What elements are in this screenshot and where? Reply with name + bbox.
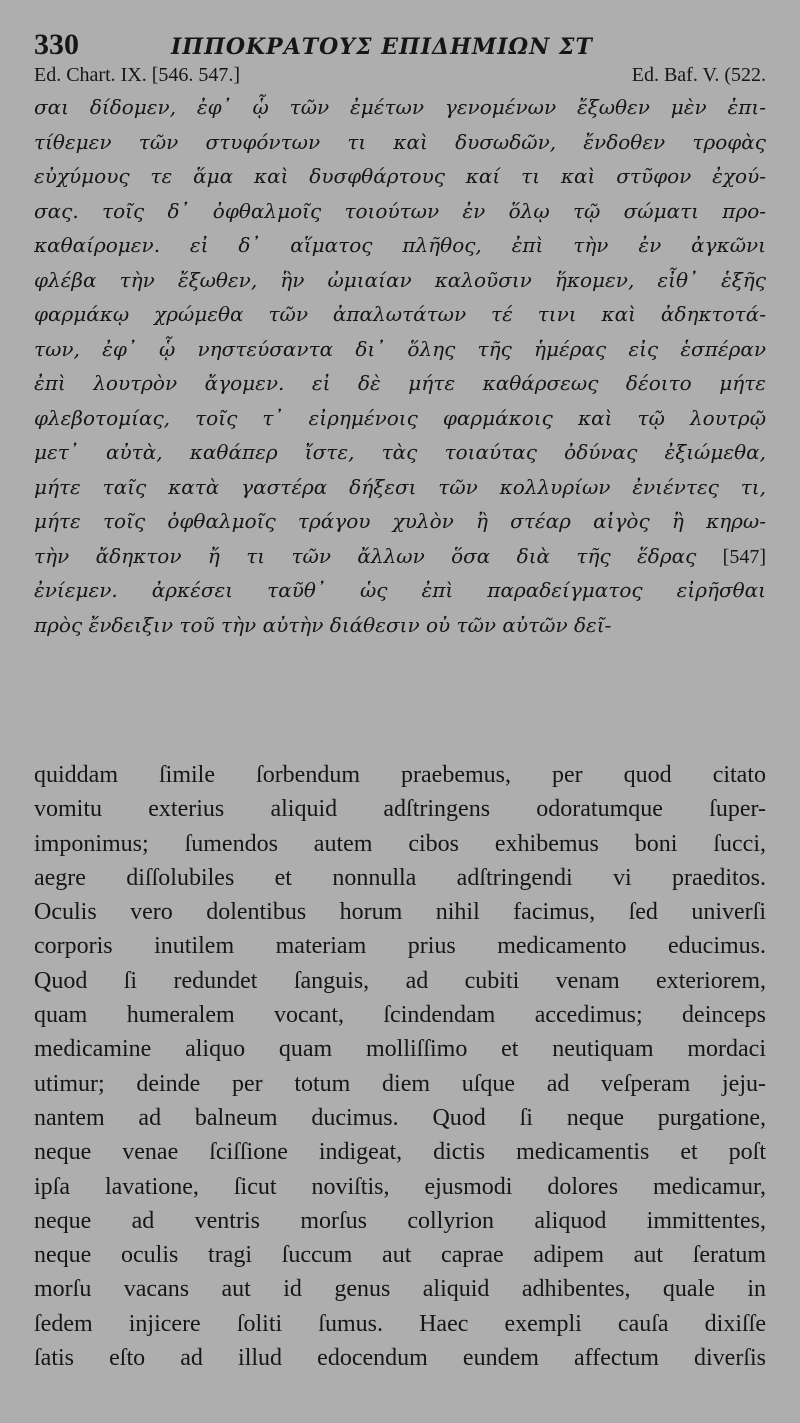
page-reference-marker: [547] [722,545,766,568]
greek-line-text: σας. τοῖς δ᾽ ὀφθαλμοῖς τοιούτων ἐν ὅλῳ τῷ σώματι προ- [34,198,766,223]
latin-text-line: Oculis vero dolentibus horum nihil facimus, ſed univerſi [34,899,766,926]
greek-text-line [34,573,766,608]
page-header [34,28,766,64]
latin-text-line: ſedem injicere ſoliti ſumus. Haec exempli cauſa dixiſſe [34,1310,766,1337]
latin-text-line: imponimus; ſumendos autem cibos exhibemus boni ſucci, [34,830,766,857]
greek-text-line [34,608,766,643]
greek-line-text: φλέβα τὴν ἔξωθεν, ἣν ὠμιαίαν καλοῦσιν ἥκομεν, εἶθ᾽ ἑξῆς [34,267,766,292]
latin-text-line: aegre diſſolubiles et nonnulla adſtringendi vi praeditos. [34,864,766,891]
greek-text-line [34,194,766,229]
greek-line-text: εὐχύμους τε ἅμα καὶ δυσφθάρτους καί τι καὶ στῦφον ἐχού- [34,164,766,188]
edition-references [34,64,766,87]
greek-line-text: φαρμάκῳ χρώμεθα τῶν ἀπαλωτάτων τέ τινι καὶ ἀδηκτοτά- [34,302,766,326]
latin-text-line: utimur; deinde per totum diem uſque ad veſperam jeju- [34,1070,766,1097]
latin-text-line: quam humeralem vocant, ſcindendam accedimus; deinceps [34,1002,766,1029]
latin-text-block [34,758,766,1375]
greek-line-text: τὴν ἄδηκτον ἤ τι τῶν ἄλλων ὅσα διὰ τῆς ἕδρας [34,543,697,568]
latin-text-line: nantem ad balneum ducimus. Quod ſi neque purgatione, [34,1104,766,1131]
page-number: 330 [34,28,79,61]
greek-line-text: σαι δίδομεν, ἐφ᾽ ᾧ τῶν ἐμέτων γενομένων ἔξωθεν μὲν ἐπι- [34,95,766,119]
greek-text-line [34,125,766,160]
latin-text-line: medicamine aliquo quam molliſſimo et neutiquam mordaci [34,1036,766,1063]
latin-text-line: neque venae ſciſſione indigeat, dictis medicamentis et poſt [34,1139,766,1166]
greek-text-line [34,159,766,194]
latin-text-line: Quod ſi redundet ſanguis, ad cubiti venam exteriorem, [34,967,766,994]
latin-text-line: neque oculis tragi ſuccum aut caprae adipem aut ſeratum [34,1242,766,1269]
greek-text-line [34,263,766,298]
greek-text-line [34,332,766,367]
latin-text-line: morſu vacans aut id genus aliquid adhibentes, quale in [34,1276,766,1303]
latin-text-line: neque ad ventris morſus collyrion aliquod immittentes, [34,1207,766,1234]
greek-text-line [34,504,766,539]
greek-line-text: φλεβοτομίας, τοῖς τ᾽ εἰρημένοις φαρμάκοις καὶ τῷ λουτρῷ [34,405,766,430]
greek-line-text: τίθεμεν τῶν στυφόντων τι καὶ δυσωδῶν, ἔνδοθεν τροφὰς [34,129,766,154]
greek-text-line [34,297,766,332]
greek-line-text: μήτε τοῖς ὀφθαλμοῖς τράγου χυλὸν ἢ στέαρ αἰγὸς ἢ κηρω- [34,509,766,533]
greek-text-line [34,366,766,401]
latin-text-line: vomitu exterius aliquid adſtringens odoratumque ſuper- [34,796,766,823]
greek-text-line [34,470,766,505]
greek-text-line [34,435,766,470]
greek-text-line [34,539,766,574]
greek-line-text: των, ἐφ᾽ ᾧ νηστεύσαντα δι᾽ ὅλης τῆς ἡμέρας εἰς ἑσπέραν [34,336,766,361]
running-title: ΙΠΠΟΚΡΑΤΟΥΣ ΕΠΙΔΗΜΙΩΝ ΣΤ [171,34,593,60]
greek-line-text: ἐπὶ λουτρὸν ἄγομεν. εἰ δὲ μήτε καθάρσεως δέοιτο μήτε [34,371,766,395]
greek-text-line [34,228,766,263]
greek-text-line [34,401,766,436]
chartier-edition-ref: Ed. Chart. IX. [546. 547.] [34,64,241,86]
greek-line-text: μήτε ταῖς κατὰ γαστέρα δήξεσι τῶν κολλυρίων ἐνιέντες τι, [34,474,766,499]
latin-text-line: ſatis eſto ad illud edocendum eundem affectum diverſis [34,1345,766,1372]
greek-line-text: πρὸς ἔνδειξιν τοῦ τὴν αὐτὴν διάθεσιν οὐ τῶν αὐτῶν δεῖ- [34,612,612,637]
greek-text-line [34,90,766,125]
greek-text-block [34,90,766,642]
greek-line-text: ἐνίεμεν. ἀρκέσει ταῦθ᾽ ὡς ἐπὶ παραδείγματος εἰρῆσθαι [34,578,766,602]
latin-text-line: ipſa lavatione, ſicut noviſtis, ejusmodi dolores medicamur, [34,1173,766,1200]
basel-edition-ref: Ed. Baf. V. (522. [631,64,766,86]
greek-line-text: καθαίρομεν. εἰ δ᾽ αἵματος πλῆθος, ἐπὶ τὴν ἐν ἀγκῶνι [34,233,766,257]
latin-text-line: corporis inutilem materiam prius medicamento educimus. [34,933,766,960]
greek-line-text: μετ᾽ αὐτὰ, καθάπερ ἴστε, τὰς τοιαύτας ὀδύνας ἐξιώμεθα, [34,440,766,464]
latin-text-line: quiddam ſimile ſorbendum praebemus, per quod citato [34,762,766,788]
